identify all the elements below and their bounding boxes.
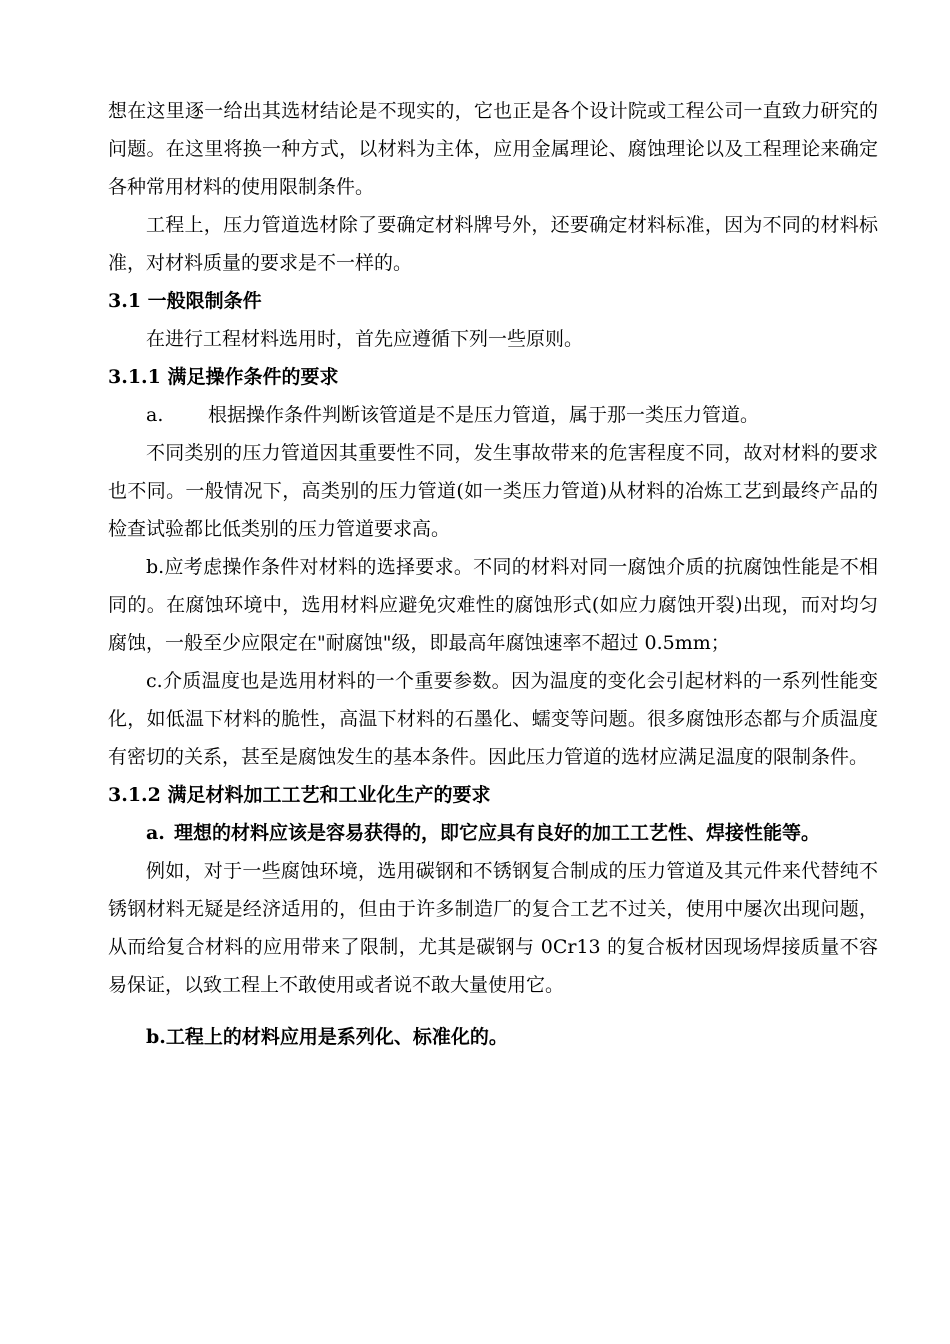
paragraph-standards: 工程上，压力管道选材除了要确定材料牌号外，还要确定材料标准，因为不同的材料标准，对材料质量的要求是不一样的。 <box>108 214 878 274</box>
document-body <box>108 92 878 1056</box>
paragraph-corrosion: b.应考虑操作条件对材料的选择要求。不同的材料对同一腐蚀介质的抗腐蚀性能是不相同的。在腐蚀环境中，选用材料应避免灾难性的腐蚀形式(如应力腐蚀开裂)出现，而对均匀腐蚀，一般至少应限定在"耐腐蚀"级，即最高年腐蚀速率不超过 0.5mm； <box>108 556 878 654</box>
list-item-a <box>108 396 878 434</box>
list-item-text: 理想的材料应该是容易获得的，即它应具有良好的加工工艺性、焊接性能等。 <box>174 822 821 844</box>
spacer <box>108 1004 878 1018</box>
paragraph-temperature: c.介质温度也是选用材料的一个重要参数。因为温度的变化会引起材料的一系列性能变化，如低温下材料的脆性，高温下材料的石墨化、蠕变等问题。很多腐蚀形态都与介质温度有密切的关系，甚至是腐蚀发生的基本条件。因此压力管道的选材应满足温度的限制条件。 <box>108 670 878 768</box>
section-heading-3-1-2: 3.1.2 满足材料加工工艺和工业化生产的要求 <box>108 784 491 806</box>
paragraph-clad-example: 例如，对于一些腐蚀环境，选用碳钢和不锈钢复合制成的压力管道及其元件来代替纯不锈钢材料无疑是经济适用的，但由于许多制造厂的复合工艺不过关，使用中屡次出现问题，从而给复合材料的应用带来了限制，尤其是碳钢与 0Cr13 的复合板材因现场焊接质量不容易保证，以致工程上不敢使用或者说不敢大量使用它。 <box>108 860 878 996</box>
section-heading-3-1-1: 3.1.1 满足操作条件的要求 <box>108 366 339 388</box>
paragraph-principles: 在进行工程材料选用时，首先应遵循下列一些原则。 <box>146 328 584 350</box>
paragraph-standardization: b.工程上的材料应用是系列化、标准化的。 <box>146 1026 508 1048</box>
list-item-text: 根据操作条件判断该管道是不是压力管道，属于那一类压力管道。 <box>208 404 760 426</box>
paragraph-pipe-classes: 不同类别的压力管道因其重要性不同，发生事故带来的危害程度不同，故对材料的要求也不同。一般情况下，高类别的压力管道(如一类压力管道)从材料的冶炼工艺到最终产品的检查试验都比低类别的压力管道要求高。 <box>108 442 878 540</box>
paragraph-intro: 想在这里逐一给出其选材结论是不现实的，它也正是各个设计院或工程公司一直致力研究的问题。在这里将换一种方式，以材料为主体，应用金属理论、腐蚀理论以及工程理论来确定各种常用材料的使用限制条件。 <box>108 100 878 198</box>
list-marker: a. <box>146 404 164 426</box>
section-heading-3-1: 3.1 一般限制条件 <box>108 290 262 312</box>
list-marker: a. <box>146 822 165 844</box>
list-item-a-bold <box>108 814 878 852</box>
